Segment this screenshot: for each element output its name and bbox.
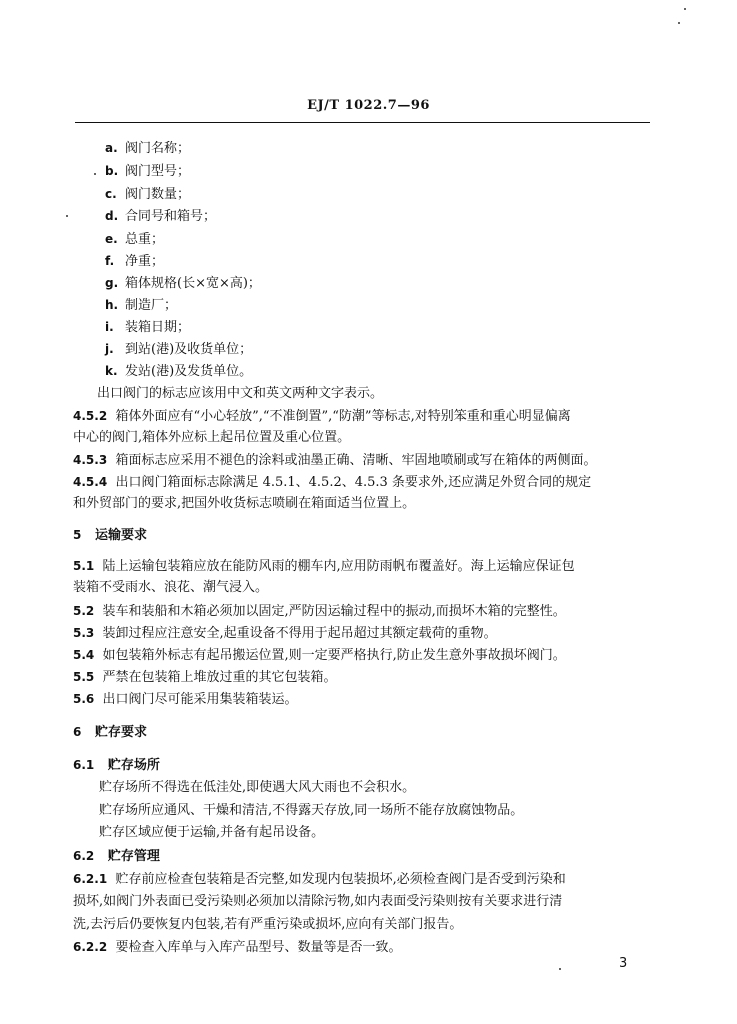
- scan-speck: [678, 22, 680, 24]
- scan-speck: [559, 968, 561, 970]
- list-item: [105, 319, 190, 336]
- section-number: 6.2: [73, 849, 95, 863]
- section-title: 贮存场所: [107, 758, 160, 773]
- list-item: [105, 297, 177, 314]
- clause-text: 装卸过程应注意安全,起重设备不得用于起吊超过其额定载荷的重物。: [102, 626, 497, 641]
- clause-text: 装车和装船和木箱必须加以固定,严防因运输过程中的振动,而损坏木箱的完整性。: [102, 604, 566, 619]
- list-text: 合同号和箱号；: [125, 209, 217, 224]
- clause-5-3: [73, 625, 497, 642]
- list-item: [105, 140, 190, 157]
- clause-number: 5.2: [73, 604, 95, 618]
- clause-5-6: [73, 691, 298, 708]
- clause-text: 严禁在包装箱上堆放过重的其它包装箱。: [102, 670, 337, 685]
- paragraph-6-1-line: 贮存场所不得选在低洼处,即使遇大风大雨也不会积水。: [99, 780, 416, 795]
- list-text: 箱体规格(长×宽×高)；: [125, 276, 261, 291]
- list-item: [105, 163, 190, 180]
- clause-text: 出口阀门尽可能采用集装箱装运。: [102, 692, 298, 707]
- clause-number: 5.5: [73, 670, 95, 684]
- list-item: [105, 253, 164, 270]
- list-marker: k.: [105, 364, 118, 378]
- subsection-6-1-heading: [73, 757, 160, 774]
- clause-text: 陆上运输包装箱应放在能防风雨的棚车内,应用防雨帆布覆盖好。海上运输应保证包: [102, 559, 575, 574]
- list-marker: j.: [105, 342, 114, 356]
- list-text: 制造厂；: [125, 298, 178, 313]
- section-title: 贮存管理: [107, 849, 160, 864]
- list-text: 总重；: [125, 232, 165, 247]
- clause-4-5-2-cont: 中心的阀门,箱体外应标上起吊位置及重心位置。: [73, 430, 351, 445]
- clause-6-2-1-cont: 损坏,如阀门外表面已受污染则必须加以清除污物,如内表面受污染则按有关要求进行清: [73, 894, 563, 909]
- list-text: 阀门数量；: [125, 187, 191, 202]
- clause-text: 要检查入库单与入库产品型号、数量等是否一致。: [115, 940, 402, 955]
- clause-4-5-4-cont: 和外贸部门的要求,把国外收货标志喷刷在箱面适当位置上。: [73, 496, 416, 511]
- clause-5-5: [73, 669, 337, 686]
- scan-speck: [684, 8, 686, 10]
- list-text: 阀门名称；: [125, 141, 191, 156]
- section-6-heading: [73, 724, 147, 741]
- section-title: 运输要求: [94, 528, 147, 543]
- list-item: [105, 186, 190, 203]
- clause-6-2-1: [73, 871, 566, 888]
- export-note: 出口阀门的标志应该用中文和英文两种文字表示。: [97, 386, 384, 401]
- list-marker: b.: [105, 164, 119, 178]
- clause-4-5-2: [73, 408, 571, 425]
- clause-number: 4.5.4: [73, 475, 108, 489]
- clause-5-1: [73, 558, 575, 575]
- list-marker: i.: [105, 320, 114, 334]
- section-number: 5: [73, 528, 82, 542]
- list-marker: h.: [105, 298, 119, 312]
- clause-5-1-cont: 装箱不受雨水、浪花、潮气浸入。: [73, 580, 269, 595]
- list-item: [105, 341, 252, 358]
- clause-text: 出口阀门箱面标志除满足 4.5.1、4.5.2、4.5.3 条要求外,还应满足外贸合同的规定: [115, 475, 592, 490]
- section-title: 贮存要求: [94, 725, 147, 740]
- scan-speck: [94, 173, 96, 175]
- clause-text: 贮存前应检查包装箱是否完整,如发现内包装损坏,必须检查阀门是否受到污染和: [115, 872, 566, 887]
- list-text: 净重；: [125, 254, 165, 269]
- clause-5-4: [73, 647, 566, 664]
- clause-text: 箱面标志应采用不褪色的涂料或油墨正确、清晰、牢固地喷刷或写在箱体的两侧面。: [115, 453, 597, 468]
- list-item: [105, 363, 252, 380]
- list-marker: c.: [105, 187, 117, 201]
- clause-text: 箱体外面应有“小心轻放”,“不准倒置”,“防潮”等标志,对特别笨重和重心明显偏离: [115, 409, 571, 424]
- paragraph-6-1-line: 贮存区域应便于运输,并备有起吊设备。: [99, 825, 325, 840]
- list-marker: f.: [105, 254, 115, 268]
- document-header: EJ/T 1022.7—96: [307, 98, 430, 113]
- header-rule: [75, 122, 650, 123]
- clause-number: 5.3: [73, 626, 95, 640]
- clause-4-5-4: [73, 474, 591, 491]
- subsection-6-2-heading: [73, 848, 160, 865]
- list-text: 阀门型号；: [125, 164, 191, 179]
- list-marker: d.: [105, 209, 119, 223]
- list-item: [105, 231, 164, 248]
- clause-5-2: [73, 603, 566, 620]
- page-number: 3: [619, 956, 628, 971]
- list-item: [105, 208, 216, 225]
- scan-speck: [66, 215, 68, 217]
- clause-text: 如包装箱外标志有起吊搬运位置,则一定要严格执行,防止发生意外事故损坏阀门。: [102, 648, 566, 663]
- paragraph-6-1-line: 贮存场所应通风、干燥和清洁,不得露天存放,同一场所不能存放腐蚀物品。: [99, 803, 524, 818]
- clause-4-5-3: [73, 452, 596, 469]
- clause-number: 4.5.2: [73, 409, 108, 423]
- list-marker: a.: [105, 141, 118, 155]
- list-marker: g.: [105, 276, 119, 290]
- section-5-heading: [73, 527, 147, 544]
- clause-number: 5.1: [73, 559, 95, 573]
- clause-6-2-2: [73, 939, 401, 956]
- clause-number: 6.2.1: [73, 872, 108, 886]
- list-marker: e.: [105, 232, 118, 246]
- section-number: 6: [73, 725, 82, 739]
- clause-number: 6.2.2: [73, 940, 108, 954]
- list-text: 到站(港)及收货单位；: [125, 342, 253, 357]
- list-text: 发站(港)及发货单位。: [125, 364, 253, 379]
- section-number: 6.1: [73, 758, 95, 772]
- clause-6-2-1-cont: 洗,去污后仍要恢复内包装,若有严重污染或损坏,应向有关部门报告。: [73, 917, 463, 932]
- clause-number: 5.4: [73, 648, 95, 662]
- list-item: [105, 275, 261, 292]
- list-text: 装箱日期；: [125, 320, 191, 335]
- clause-number: 5.6: [73, 692, 95, 706]
- clause-number: 4.5.3: [73, 453, 108, 467]
